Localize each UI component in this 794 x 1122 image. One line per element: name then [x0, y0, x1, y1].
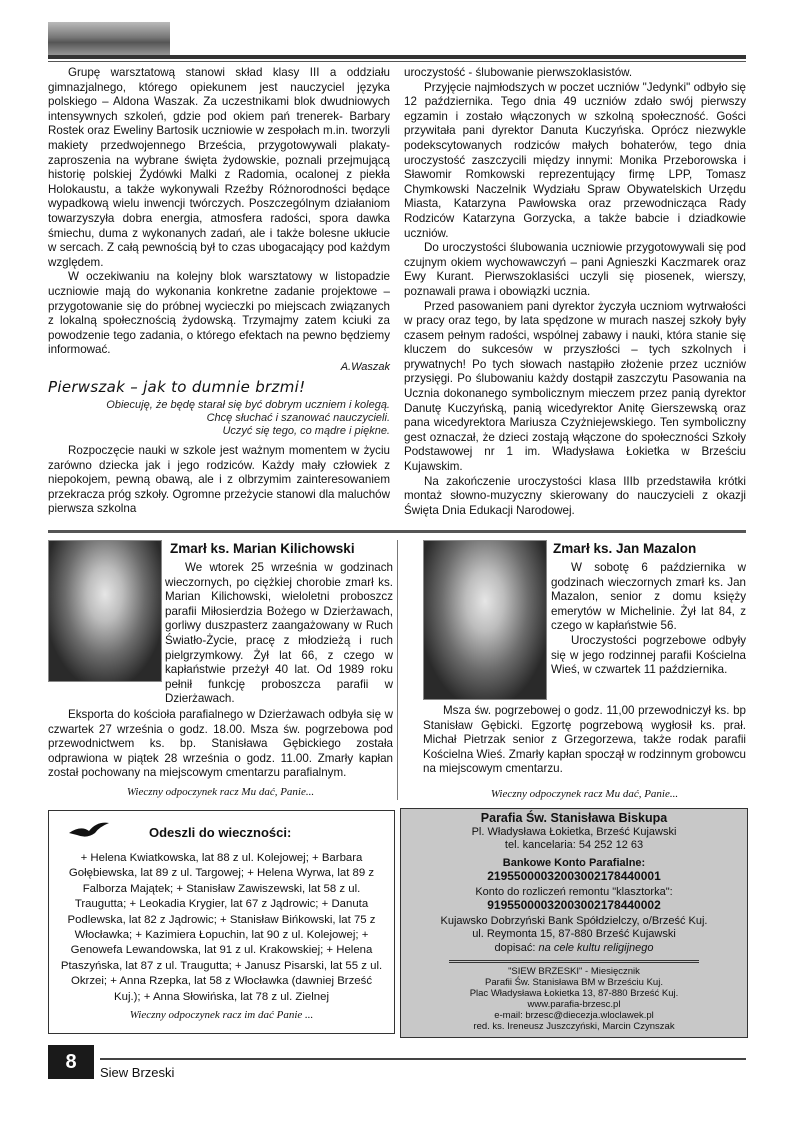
motto-line: Chcę słuchać i szanować nauczycieli. — [206, 412, 390, 425]
bank-name: Kujawsko Dobrzyński Bank Spółdzielczy, o/Brześć Kuj. — [440, 914, 708, 927]
magazine-name: "SIEW BRZESKI" - Miesięcznik — [508, 966, 640, 977]
article-title: Pierwszak – jak to dumnie brzmi! — [48, 378, 306, 397]
magazine-website: www.parafia-brzesc.pl — [527, 999, 621, 1010]
obituary-title: Zmarł ks. Marian Kilichowski — [170, 541, 355, 556]
parish-title: Parafia Św. Stanisława Biskupa — [480, 811, 668, 825]
motto-line: Uczyć się tego, co mądre i piękne. — [222, 425, 390, 438]
paragraph: Msza św. pogrzebowej o godz. 11,00 przewodniczył ks. bp Stanisław Gębicki. Egzortę pogrzebową wygłosił ks. prał. Michał Pietrzak senior z Grzegorzewa, także rodak parafii Kościelna Wieś. Zmarły kapłan spoczął w rodzinnym grobowcu na miejscowym cmentarzu. — [423, 704, 746, 776]
magazine-box — [449, 960, 699, 1032]
header-rule — [48, 55, 746, 59]
parish-info-box — [400, 808, 748, 1038]
right-column — [404, 66, 746, 518]
repair-account: 91955000032003002178440002 — [487, 898, 661, 912]
motto — [48, 399, 390, 438]
magazine-address: Plac Władysława Łokietka 13, 87-880 Brześć Kuj. — [469, 988, 679, 999]
magazine-publisher: Parafii Św. Stanisława BM w Brześciu Kuj. — [485, 977, 663, 988]
footer-rule — [100, 1058, 746, 1060]
obituary-text — [423, 704, 746, 777]
rest-prayer: Wieczny odpoczynek racz im dać Panie ... — [129, 1009, 314, 1021]
paragraph: Grupę warsztatową stanowi skład klasy III a oddziału gimnazjalnego, którego opiekunem jest nauczyciel języka polskiego – Aldona Waszak. Za uczestnikami blok dwudniowych intensywnych szkoleń, gdzie pod okiem pań trenerek- Barbary Rostek oraz Eweliny Bartosik uczniowie w zespołach m.in. tworzyli makiety przedwojennego Brześcia, przygotowywali plakaty- zaproszenia na wybrane święta żydowskie, poznali przejmującą historię polskiej Żydówki Malki z Radomia, ocalonej z piekła Holokaustu, a także wykonywali Rzeźby Różnorodności będące wypadkową wielu inwencji twórczych. Poszczególnym działaniom towarzyszyła dobra energia, atmosfera radości, spora dawka śmiechu, duma z wykonanych zadań, ale i także bolesne ukłucie w sercach. Z całą pewnością był to czas ubogacający pod każdym względem. — [48, 66, 390, 269]
bird-icon — [67, 819, 111, 841]
paragraph: Do uroczystości ślubowania uczniowie przygotowywali się pod czujnym okiem wychowawczyń – pani Agnieszki Kaczmarek oraz Ewy Kurant. Pierwszoklasiści uczyli się piosenek, wierszy, poznawali prawa i obowiązki ucznia. — [404, 241, 746, 298]
mourning-list: + Helena Kwiatkowska, lat 88 z ul. Kolejowej; + Barbara Gołębiewska, lat 89 z ul. Targowej; + Helena Wyrwa, lat 89 z Falborza Majątek; + Stanisław Zawiszewski, lat 58 z ul. Traugutta; + Leokadia Krygier, lat 67 z Jądrowic; + Danuta Podlewska, lat 82 z Jądrowic; + Stanisław Bińkowski, lat 75 z Włocławka; + Kazimiera Łopuchin, lat 90 z ul. Kolejowej; + Genowefa Lewandowska, lat 91 z ul. Krakowskiej; + Helena Ptaszyńska, lat 87 z ul. Traugutta; + Janusz Pisarski, lat 55 z ul. Okrzei; + Anna Rzepka, lat 58 z Włocławka (dawniej Brześć Kuj.); + Anna Słowińska, lat 78 z ul. Zielnej — [60, 852, 383, 1003]
payment-note — [401, 942, 747, 956]
column-divider — [397, 540, 398, 800]
bank-account: 21955000032003002178440001 — [487, 869, 661, 883]
paragraph: We wtorek 25 września w godzinach wieczornych, po ciężkiej chorobie zmarł ks. Marian Kilichowski, wieloletni proboszcz parafii Miłosierdzia Bożego w Dzierżawach, gorliwy duszpasterz zaangażowany w Ruch Światło-Życie, pracę z młodzieżą i ruch pielgrzymkowy. Żył lat 66, z czego w kapłaństwie przeżył 40 lat. Od 1989 roku pełnił funkcję proboszcza parafii w Dzierżawach. — [165, 561, 393, 706]
paragraph: Eksporta do kościoła parafialnego w Dzierżawach odbyła się w czwartek 27 września o godz. 18.00. Msza św. pogrzebowa pod przewodnictwem ks. bp. Stanisława Gębickiego została odprawiona w piątek 28 września o godz. 11.00. Zmarły kapłan został pochowany na miejscowym cmentarzu parafialnym. — [48, 708, 393, 780]
paragraph: Rozpoczęcie nauki w szkole jest ważnym momentem w życiu zarówno dziecka jak i jego rodziców. Każdy mały człowiek z niepokojem, pewną obawą, ale i z olbrzymim zainteresowaniem przekracza próg szkoły. Ogromne przeżycie stanowi dla maluchów pierwsza szkolna — [48, 444, 390, 516]
parish-address: Pl. Władysława Łokietka, Brześć Kujawski — [471, 825, 677, 838]
bank-address: ul. Reymonta 15, 87-880 Brześć Kujawski — [472, 928, 676, 940]
mourning-title: Odeszli do wieczności: — [149, 825, 292, 840]
paragraph: uroczystość - ślubowanie pierwszoklasistów. — [404, 66, 633, 79]
publication-title: Siew Brzeski — [100, 1065, 175, 1080]
obituary-text — [551, 561, 746, 678]
repair-label: Konto do rozliczeń remontu "klasztorka": — [475, 885, 673, 898]
page-number: 8 — [48, 1045, 94, 1079]
paragraph: W sobotę 6 października w godzinach wieczornych zmarł ks. Jan Mazalon, senior z domu księży emerytów w Michelinie. Żył lat 84, z czego w kapłaństwie 56. — [551, 561, 746, 633]
note-text: na cele kultu religijnego — [538, 941, 654, 954]
paragraph: W oczekiwaniu na kolejny blok warsztatowy w listopadzie uczniowie mają do wykonania konkretne zadanie projektowe – przygotowanie się do próbnej wycieczki po miejscach związanych z lokalną społecznością żydowską. Trzymajmy zatem kciuki za powodzenie tego zadania, o którego efektach na pewno będziemy informować. — [48, 270, 390, 357]
portrait-photo — [423, 540, 547, 700]
magazine-editors: red. ks. Ireneusz Juszczyński, Marcin Czynszak — [473, 1021, 675, 1032]
paragraph: Na zakończenie uroczystości klasa IIIb przedstawiła krótki montaż słowno-muzyczny skierowany do nauczycieli z okazji Święta Dnia Edukacji Narodowej. — [404, 474, 746, 517]
portrait-photo — [48, 540, 162, 682]
rest-prayer: Wieczny odpoczynek racz Mu dać, Panie... — [126, 786, 315, 798]
header-rule-thin — [48, 61, 746, 62]
obituary-title: Zmarł ks. Jan Mazalon — [553, 541, 697, 556]
obituary-text — [48, 708, 393, 781]
bank-label: Bankowe Konto Parafialne: — [502, 856, 646, 869]
rest-prayer: Wieczny odpoczynek racz Mu dać, Panie... — [490, 788, 679, 800]
magazine-email: e-mail: brzesc@diecezja.wloclawek.pl — [494, 1010, 654, 1021]
section-divider — [48, 530, 746, 533]
signature: A.Waszak — [340, 360, 390, 373]
mourning-box — [48, 810, 395, 1034]
motto-line: Obiecuję, że będę starał się być dobrym uczniem i kolegą. — [106, 399, 390, 412]
header-landscape-image — [48, 22, 170, 56]
note-prefix: dopisać: — [494, 941, 536, 954]
parish-phone: tel. kancelaria: 54 252 12 63 — [504, 839, 644, 851]
left-column — [48, 66, 390, 517]
paragraph: Przyjęcie najmłodszych w poczet uczniów "Jedynki" odbyło się 12 października. Tego dnia 49 uczniów zdało swój pierwszy egzamin i zostało włączonych w szkolną społeczność. Gości przywitała pani dyrektor Danuta Kuczyńska. Oprócz niezwykle podekscytowanych rodziców małych bohaterów, tego dnia uroczystość zaszczycili między innymi: Monika Przeborowska i Sławomir Romkowski reprezentujący firmę LPP, Tomasz Chymkowski Naczelnik Wydziału Spraw Obywatelskich Urzędu Miasta, Katarzyna Pawłowska oraz przewodnicząca Rady Rodziców Katarzyna Gorzycka, a także babcie i dziadkowie uczniów. — [404, 80, 746, 240]
paragraph: Przed pasowaniem pani dyrektor życzyła uczniom wytrwałości w pracy oraz tego, by lata spędzone w murach naszej szkoły były czasem pełnym radości, wspólnej zabawy i nauki, która stanie się kluczem do sukcesów w przyszłości – tych szkolnych i prywatnych! Po tych słowach nastąpiło złożenie przez uczniów przysięgi. Po ślubowaniu każdy dostąpił zaszczytu Pasowania na Ucznia dokonanego symbolicznym mieczem przez panią dyrektor Danutę Kuczyńską, panią wicedyrektor Anitę Gierszewską oraz pana wicedyrektora Mariusza Czyżniejewskiego. Ten symboliczny gest oznaczał, że dzieci zostają włączone do społeczności Szkoły Podstawowej nr 1 im. Władysława Łokietka w Brześciu Kujawskim. — [404, 299, 746, 474]
paragraph: Uroczystości pogrzebowe odbyły się w jego rodzinnej parafii Kościelna Wieś, w czwartek 11 października. — [551, 633, 746, 677]
obituary-text — [165, 561, 393, 707]
